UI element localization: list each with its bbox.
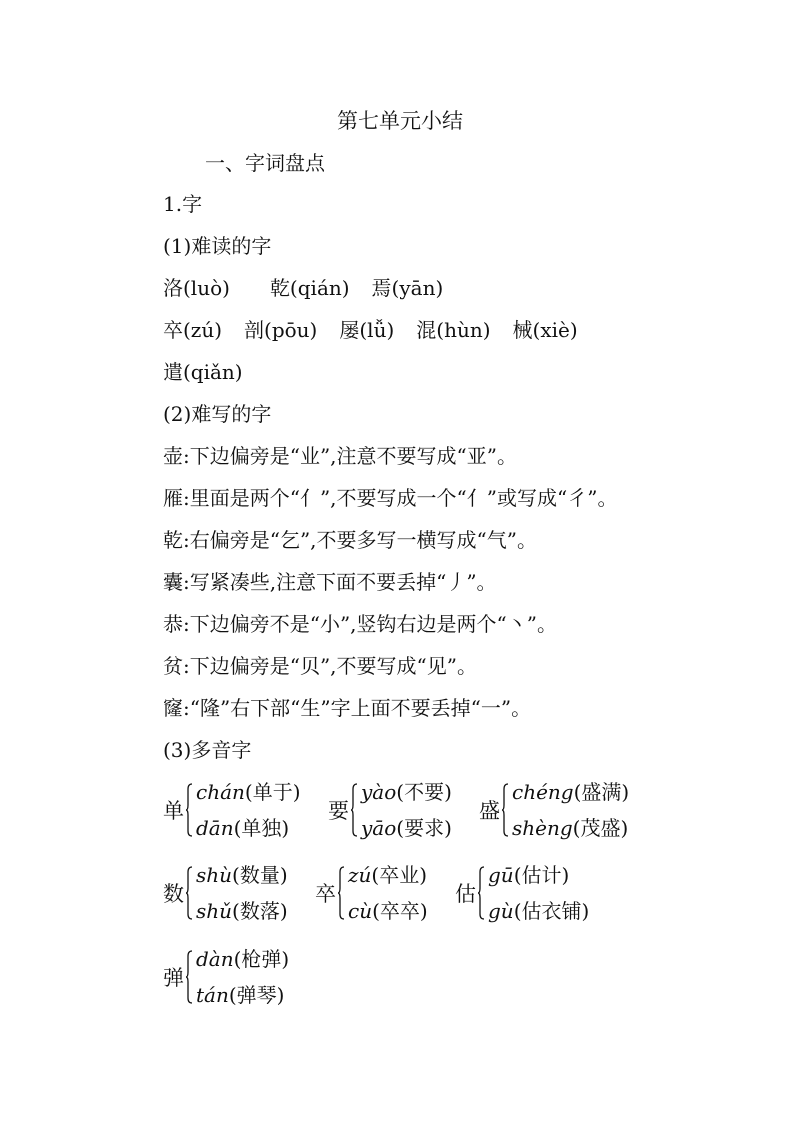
hard-read-item: 屡(lǚ) — [339, 318, 395, 342]
subheading-characters: 1.字 — [163, 192, 203, 216]
polyphone-char: 弹 — [163, 966, 184, 990]
hard-read-item: 混(hùn) — [416, 318, 491, 342]
brace-icon — [186, 950, 193, 1004]
pinyin: yāo — [361, 816, 397, 840]
polyphone-char: 估 — [455, 882, 476, 906]
example-word: (估计) — [513, 863, 570, 887]
polyphone-group — [479, 779, 629, 841]
polyphone-group — [328, 779, 452, 841]
hard-read-item: 乾(qián) — [269, 276, 350, 300]
hard-write-item: 恭:下边偏旁不是“小”,竖钩右边是两个“丶”。 — [163, 612, 557, 636]
hard-write-item: 窿:“隆”右下部“生”字上面不要丢掉“一”。 — [163, 696, 532, 720]
example-word: (卒业) — [371, 863, 428, 887]
hard-read-item: 卒(zú) — [163, 318, 223, 342]
pinyin: chán — [196, 780, 245, 804]
example-word: (数落) — [232, 899, 288, 923]
subheading-polyphones: (3)多音字 — [163, 738, 252, 762]
hard-write-item: 囊:写紧凑些,注意下面不要丢掉“丿”。 — [163, 570, 497, 594]
section-heading-words: 一、字词盘点 — [205, 151, 325, 175]
polyphone-char: 卒 — [315, 882, 336, 906]
example-word: (数量) — [232, 863, 288, 887]
polyphone-group — [163, 946, 289, 1008]
hard-read-item: 遣(qiǎn) — [163, 360, 243, 384]
pinyin: tán — [196, 983, 229, 1007]
pinyin: cù — [348, 899, 373, 923]
hard-write-item: 乾:右偏旁是“乞”,不要多写一横写成“气”。 — [163, 528, 537, 552]
hard-read-item: 洛(luò) — [163, 276, 230, 300]
hard-read-row-1 — [163, 275, 443, 301]
brace-icon — [478, 866, 485, 920]
pinyin: dān — [196, 816, 234, 840]
pinyin: chéng — [512, 780, 574, 804]
example-word: (弹琴) — [228, 983, 285, 1007]
brace-icon — [351, 783, 358, 837]
pinyin: shèng — [512, 816, 573, 840]
polyphone-group — [163, 862, 288, 924]
hard-read-item: 械(xiè) — [512, 318, 578, 342]
hard-write-item: 壶:下边偏旁是“业”,注意不要写成“亚”。 — [163, 444, 517, 468]
example-word: (茂盛) — [572, 816, 629, 840]
pinyin: gù — [488, 899, 514, 923]
polyphone-char: 盛 — [479, 799, 500, 823]
example-word: (盛满) — [573, 780, 630, 804]
brace-icon — [186, 783, 193, 837]
example-word: (单独) — [233, 816, 290, 840]
polyphone-char: 数 — [163, 882, 184, 906]
polyphone-group — [163, 779, 301, 841]
hard-read-item: 焉(yān) — [371, 276, 444, 300]
example-word: (要求) — [396, 816, 452, 840]
hard-read-row-2 — [163, 317, 578, 343]
polyphone-char: 要 — [328, 799, 349, 823]
polyphone-group — [455, 862, 589, 924]
pinyin: dàn — [196, 947, 234, 971]
brace-icon — [502, 783, 509, 837]
hard-write-item: 贫:下边偏旁是“贝”,不要写成“见”。 — [163, 654, 477, 678]
subheading-hard-to-write: (2)难写的字 — [163, 402, 272, 426]
polyphone-char: 单 — [163, 799, 184, 823]
pinyin: shù — [196, 863, 233, 887]
brace-icon — [186, 866, 193, 920]
example-word: (不要) — [396, 780, 452, 804]
polyphone-group — [315, 862, 428, 924]
pinyin: gū — [488, 863, 514, 887]
brace-icon — [338, 866, 345, 920]
example-word: (枪弹) — [233, 947, 290, 971]
page-title: 第七单元小结 — [337, 109, 463, 133]
pinyin: zú — [348, 863, 372, 887]
example-word: (估衣铺) — [513, 899, 590, 923]
example-word: (单于) — [244, 780, 301, 804]
hard-read-row-3 — [163, 359, 243, 385]
hard-write-item: 雁:里面是两个“亻”,不要写成一个“亻”或写成“彳”。 — [163, 486, 618, 510]
hard-read-item: 剖(pōu) — [244, 318, 318, 342]
pinyin: yào — [361, 780, 397, 804]
pinyin: shǔ — [196, 899, 233, 923]
example-word: (卒卒) — [372, 899, 428, 923]
subheading-hard-to-read: (1)难读的字 — [163, 234, 272, 258]
